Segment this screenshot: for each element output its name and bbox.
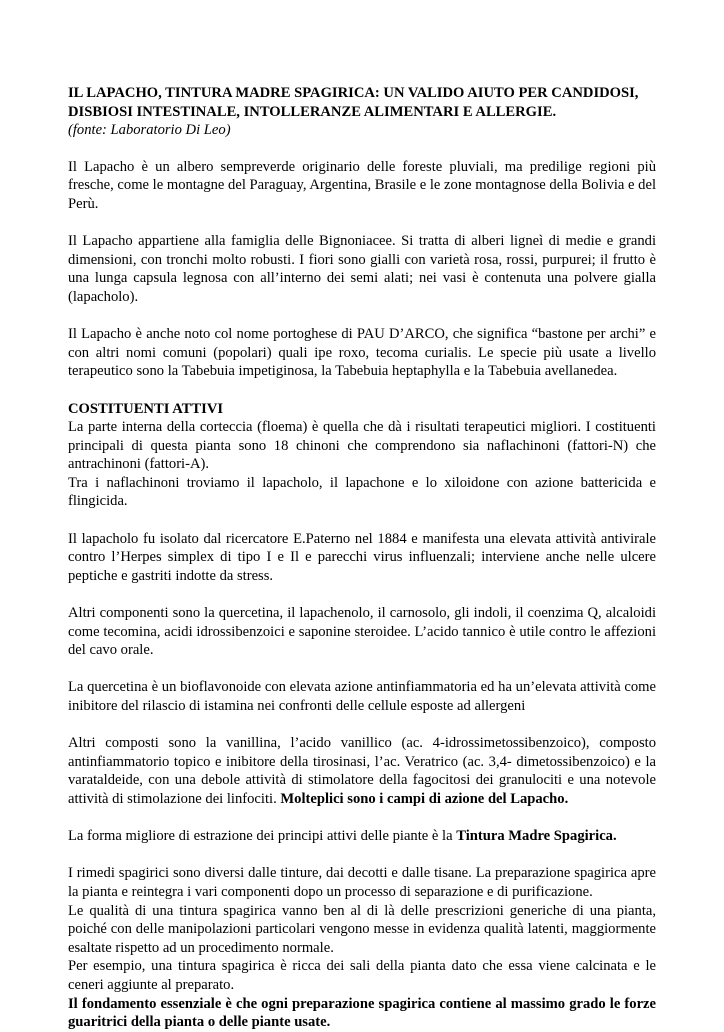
section-paragraph-2: Tra i naflachinoni troviamo il lapacholo, il lapachone e lo xiloidone con azione battericida e flingicida. <box>68 474 656 510</box>
rimedi-paragraph-4: Il fondamento essenziale è che ogni preparazione spagirica contiene al massimo grado le forze guaritrici della pianta o delle piante usate. <box>68 995 656 1031</box>
intro-paragraph-1: Il Lapacho è un albero sempreverde originario delle foreste pluviali, ma predilige regioni più fresche, come le montagne del Paraguay, Argentina, Brasile e le zone montagnose della Bolivia e del Perù. <box>68 158 657 212</box>
document-title: IL LAPACHO, TINTURA MADRE SPAGIRICA: UN VALIDO AIUTO PER CANDIDOSI, DISBIOSI INTESTINALE, INTOLLERANZE ALIMENTARI E ALLERGIE. <box>68 85 639 120</box>
rimedi-paragraph-2: Le qualità di una tintura spagirica vanno ben al di là delle prescrizioni generiche di una pianta, poiché con delle manipolazioni particolari vengono messe in evidenza qualità latenti, maggiormente esaltate rispetto ad un procedimento normale. <box>68 902 656 956</box>
document-source: (fonte: Laboratorio Di Leo) <box>68 122 231 139</box>
composti-bold-text: Molteplici sono i campi di azione del Lapacho. <box>280 790 569 807</box>
title-block <box>68 84 656 140</box>
section-paragraph-1: La parte interna della corteccia (floema) è quella che dà i risultati terapeutici migliori. I costituenti principali di questa pianta sono 18 chinoni che comprendono sia naflachinoni (fattori-N) che antrachinoni (fattori-A). <box>68 419 656 473</box>
forma-bold-text: Tintura Madre Spagirica. <box>456 828 617 845</box>
rimedi-paragraph-3: Per esempio, una tintura spagirica è ricca dei sali della pianta dato che essa viene calcinata e le ceneri aggiunte al preparato. <box>68 958 656 993</box>
forma-text: La forma migliore di estrazione dei principi attivi delle piante è la <box>68 828 453 845</box>
document-page <box>68 84 656 1032</box>
section-heading: COSTITUENTI ATTIVI <box>68 400 224 417</box>
intro-paragraph-2: Il Lapacho appartiene alla famiglia delle Bignoniacee. Si tratta di alberi ligneì di medie e grandi dimensioni, con tronchi molto robusti. I fiori sono gialli con varietà rosa, rossi, purpurei; il frutto è una lunga capsula legnosa con all’interno dei semi alati; nei vasi è contenuta una polvere gialla (lapacholo). <box>68 233 656 305</box>
intro-paragraph-3: Il Lapacho è anche noto col nome portoghese di PAU D’ARCO, che significa “bastone per archi” e con altri nomi comuni (popolari) quali ipe roxo, tecoma curialis. Le specie più usate a livello terapeutico sono la Tabebuia impetiginosa, la Tabebuia heptaphylla e la Tabebuia avellanedea. <box>68 326 656 380</box>
forma-paragraph <box>68 827 656 846</box>
rimedi-paragraph-1: I rimedi spagirici sono diversi dalle tinture, dai decotti e dalle tisane. La preparazione spagirica apre la pianta e reintegra i vari componenti dopo un processo di separazione e di purificazione. <box>68 865 656 900</box>
lapacholo-paragraph: Il lapacholo fu isolato dal ricercatore E.Paterno nel 1884 e manifesta una elevata attività antivirale contro l’Herpes simplex di tipo I e Il e parecchi virus influenzali; interviene anche nelle ulcere peptiche e gastriti indotte da stress. <box>68 530 656 584</box>
composti-text: Altri composti sono la vanillina, l’acido vanillico (ac. 4-idrossimetossibenzoico), composto antinfiammatorio topico e inibitore della tirosinasi, l’ac. Veratrico (ac. 3,4- dimetossibenzoico) e la varataldeide, con una debole attività di stimolatore della fagocitosi dei granulociti e una notevole attività di stimolazione dei linfociti. <box>68 735 656 807</box>
composti-paragraph <box>68 734 656 808</box>
quercetina-paragraph: La quercetina è un bioflavonoide con elevata azione antinfiammatoria ed ha un’elevata attività come inibitore del rilascio di istamina nei confronti delle cellule esposte ad allergeni <box>68 679 656 714</box>
altri-componenti-paragraph: Altri componenti sono la quercetina, il lapachenolo, il carnosolo, gli indoli, il coenzima Q, alcaloidi come tecomina, acidi idrossibenzoici e saponine steroidee. L’acido tannico è utile contro le affezioni del cavo orale. <box>68 605 656 659</box>
